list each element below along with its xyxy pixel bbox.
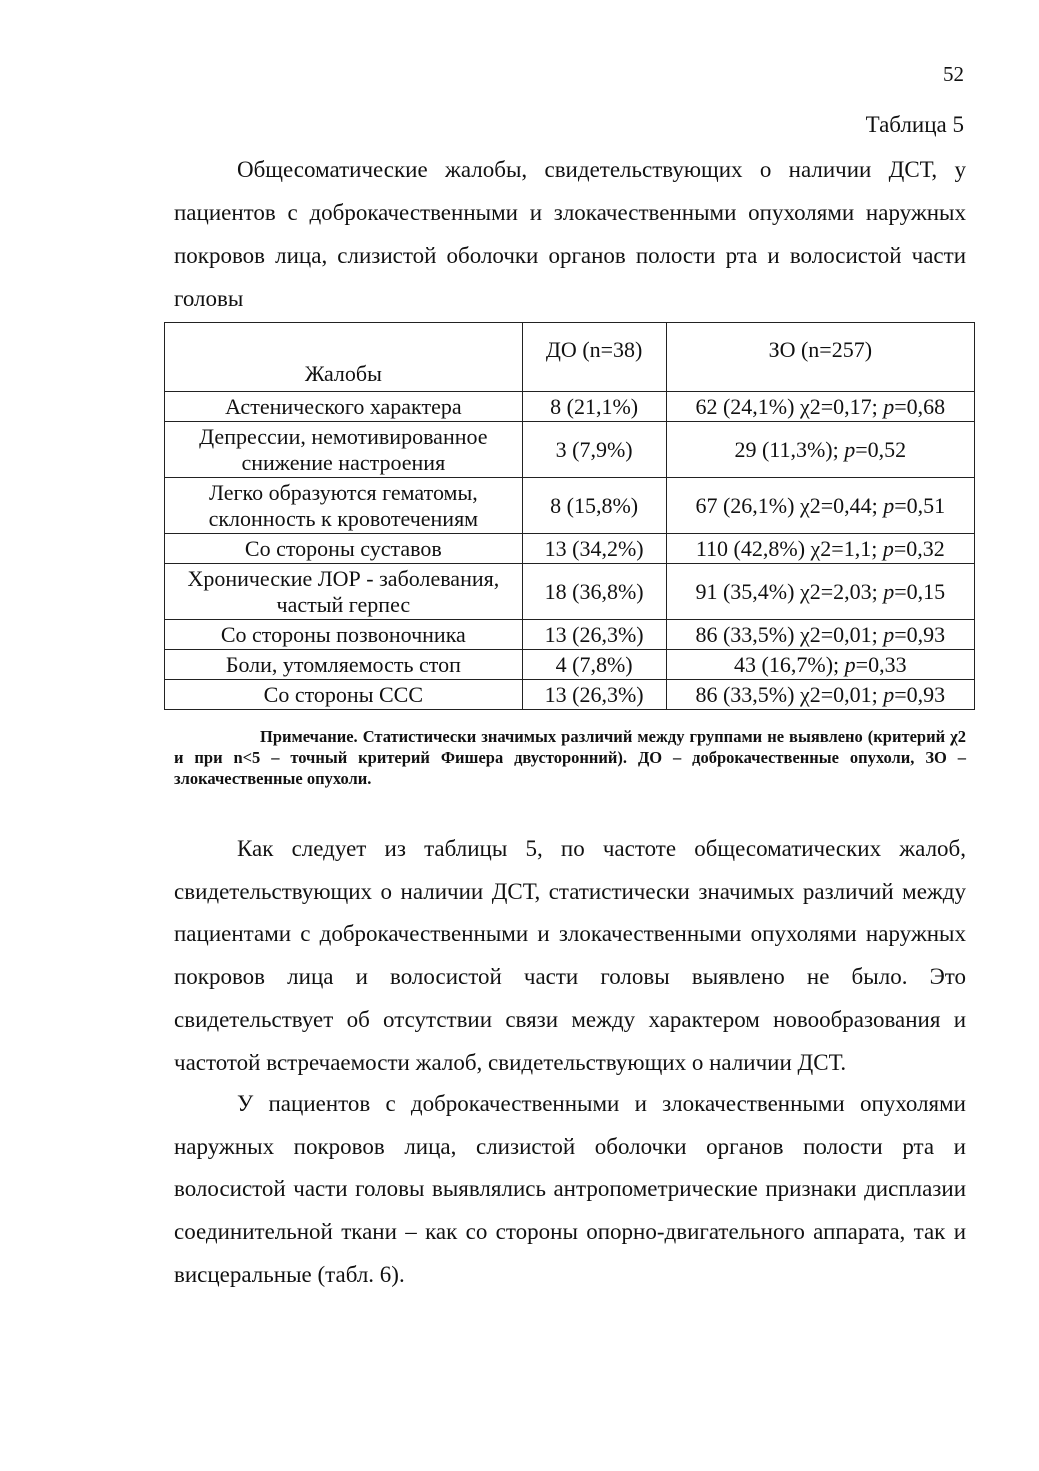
malignant-cell: 67 (26,1%) χ2=0,44; p=0,51 bbox=[666, 478, 974, 534]
table-label: Таблица 5 bbox=[865, 112, 964, 137]
p-value: 0,51 bbox=[906, 492, 946, 518]
p-value: 0,33 bbox=[868, 651, 907, 677]
malignant-cell: 91 (35,4%) χ2=2,03; p=0,15 bbox=[666, 564, 974, 620]
benign-cell: 8 (21,1%) bbox=[522, 392, 666, 422]
benign-cell: 4 (7,8%) bbox=[522, 650, 666, 680]
p-label: p bbox=[883, 681, 895, 707]
paragraph-1: Как следует из таблицы 5, по частоте общесоматических жалоб, свидетельствующих о наличии ДСТ, статистически значимых различий между пациентами с доброкачественными и злокачественными опухолями наружных покровов лица и волосистой части головы выявлено не было. Это свидетельствует об отсутствии связи между характером новообразования и частотой встречаемости жалоб, свидетельствующих о наличии ДСТ. bbox=[174, 836, 966, 1075]
chi2-value: χ2=0,17; bbox=[799, 393, 878, 419]
table-header-row bbox=[165, 323, 975, 392]
p-label: p bbox=[883, 393, 895, 419]
complaint-cell: Со стороны ССС bbox=[165, 680, 523, 710]
malignant-value: 86 (33,5%) bbox=[695, 681, 795, 707]
p-label: p bbox=[883, 492, 895, 518]
complaint-cell: Астенического характера bbox=[165, 392, 523, 422]
complaint-cell: Депрессии, немотивированное снижение настроения bbox=[165, 422, 523, 478]
benign-cell: 13 (26,3%) bbox=[522, 620, 666, 650]
malignant-value: 43 (16,7%); bbox=[734, 651, 840, 677]
p-value: 0,32 bbox=[906, 535, 945, 561]
p-value: 0,52 bbox=[867, 436, 907, 462]
chi2-value: χ2=1,1; bbox=[810, 535, 878, 561]
table-note bbox=[174, 726, 966, 789]
benign-cell: 3 (7,9%) bbox=[522, 422, 666, 478]
malignant-cell: 86 (33,5%) χ2=0,01; p=0,93 bbox=[666, 680, 974, 710]
p-label: p bbox=[883, 621, 895, 647]
complaint-cell: Боли, утомляемость стоп bbox=[165, 650, 523, 680]
p-label: p bbox=[882, 535, 894, 561]
benign-cell: 8 (15,8%) bbox=[522, 478, 666, 534]
complaints-table bbox=[164, 322, 975, 710]
p-label: p bbox=[844, 436, 856, 462]
malignant-value: 67 (26,1%) bbox=[695, 492, 795, 518]
complaint-cell: Со стороны суставов bbox=[165, 534, 523, 564]
chi2-value: χ2=0,01; bbox=[799, 681, 878, 707]
complaint-cell: Легко образуются гематомы, склонность к кровотечениям bbox=[165, 478, 523, 534]
chi2-value: χ2=2,03; bbox=[799, 578, 878, 604]
p-value: 0,68 bbox=[906, 393, 946, 419]
p-value: 0,93 bbox=[906, 621, 946, 647]
note-text: Примечание. Статистически значимых различий между группами не выявлено (критерий χ2 и при n<5 – точный критерий Фишера двусторонний). ДО – доброкачественные опухоли, ЗО – злокачественные опухоли. bbox=[174, 727, 966, 788]
benign-cell: 13 (34,2%) bbox=[522, 534, 666, 564]
table-row bbox=[165, 620, 975, 650]
malignant-value: 91 (35,4%) bbox=[695, 578, 795, 604]
complaint-cell: Хронические ЛОР - заболевания, частый герпес bbox=[165, 564, 523, 620]
malignant-value: 110 (42,8%) bbox=[695, 535, 806, 561]
table-row bbox=[165, 422, 975, 478]
table-row bbox=[165, 680, 975, 710]
header-benign: ДО (n=38) bbox=[522, 323, 666, 392]
header-malignant: ЗО (n=257) bbox=[666, 323, 974, 392]
p-value: 0,93 bbox=[906, 681, 946, 707]
malignant-cell: 29 (11,3%); p=0,52 bbox=[666, 422, 974, 478]
malignant-cell: 43 (16,7%); p=0,33 bbox=[666, 650, 974, 680]
paragraph-2: У пациентов с доброкачественными и злокачественными опухолями наружных покровов лица, слизистой оболочки органов полости рта и волосистой части головы выявлялись антропометрические признаки дисплазии соединительной ткани – как со стороны опорно-двигательного аппарата, так и висцеральные (табл. 6). bbox=[174, 1091, 966, 1287]
malignant-cell: 110 (42,8%) χ2=1,1; p=0,32 bbox=[666, 534, 974, 564]
table-row bbox=[165, 564, 975, 620]
chi2-value: χ2=0,44; bbox=[799, 492, 878, 518]
p-label: p bbox=[844, 651, 856, 677]
malignant-cell: 62 (24,1%) χ2=0,17; p=0,68 bbox=[666, 392, 974, 422]
complaint-cell: Со стороны позвоночника bbox=[165, 620, 523, 650]
malignant-value: 29 (11,3%); bbox=[734, 436, 839, 462]
malignant-value: 86 (33,5%) bbox=[695, 621, 795, 647]
table-caption: Общесоматические жалобы, свидетельствующих о наличии ДСТ, у пациентов с доброкачественными и злокачественными опухолями наружных покровов лица, слизистой оболочки органов полости рта и волосистой части головы bbox=[174, 157, 966, 311]
benign-cell: 13 (26,3%) bbox=[522, 680, 666, 710]
benign-cell: 18 (36,8%) bbox=[522, 564, 666, 620]
p-value: 0,15 bbox=[906, 578, 946, 604]
p-label: p bbox=[883, 578, 895, 604]
header-complaints: Жалобы bbox=[165, 323, 523, 392]
table-row bbox=[165, 392, 975, 422]
malignant-cell: 86 (33,5%) χ2=0,01; p=0,93 bbox=[666, 620, 974, 650]
table-row bbox=[165, 478, 975, 534]
table-row bbox=[165, 650, 975, 680]
table-row bbox=[165, 534, 975, 564]
page-number: 52 bbox=[943, 62, 964, 86]
malignant-value: 62 (24,1%) bbox=[695, 393, 795, 419]
chi2-value: χ2=0,01; bbox=[799, 621, 878, 647]
